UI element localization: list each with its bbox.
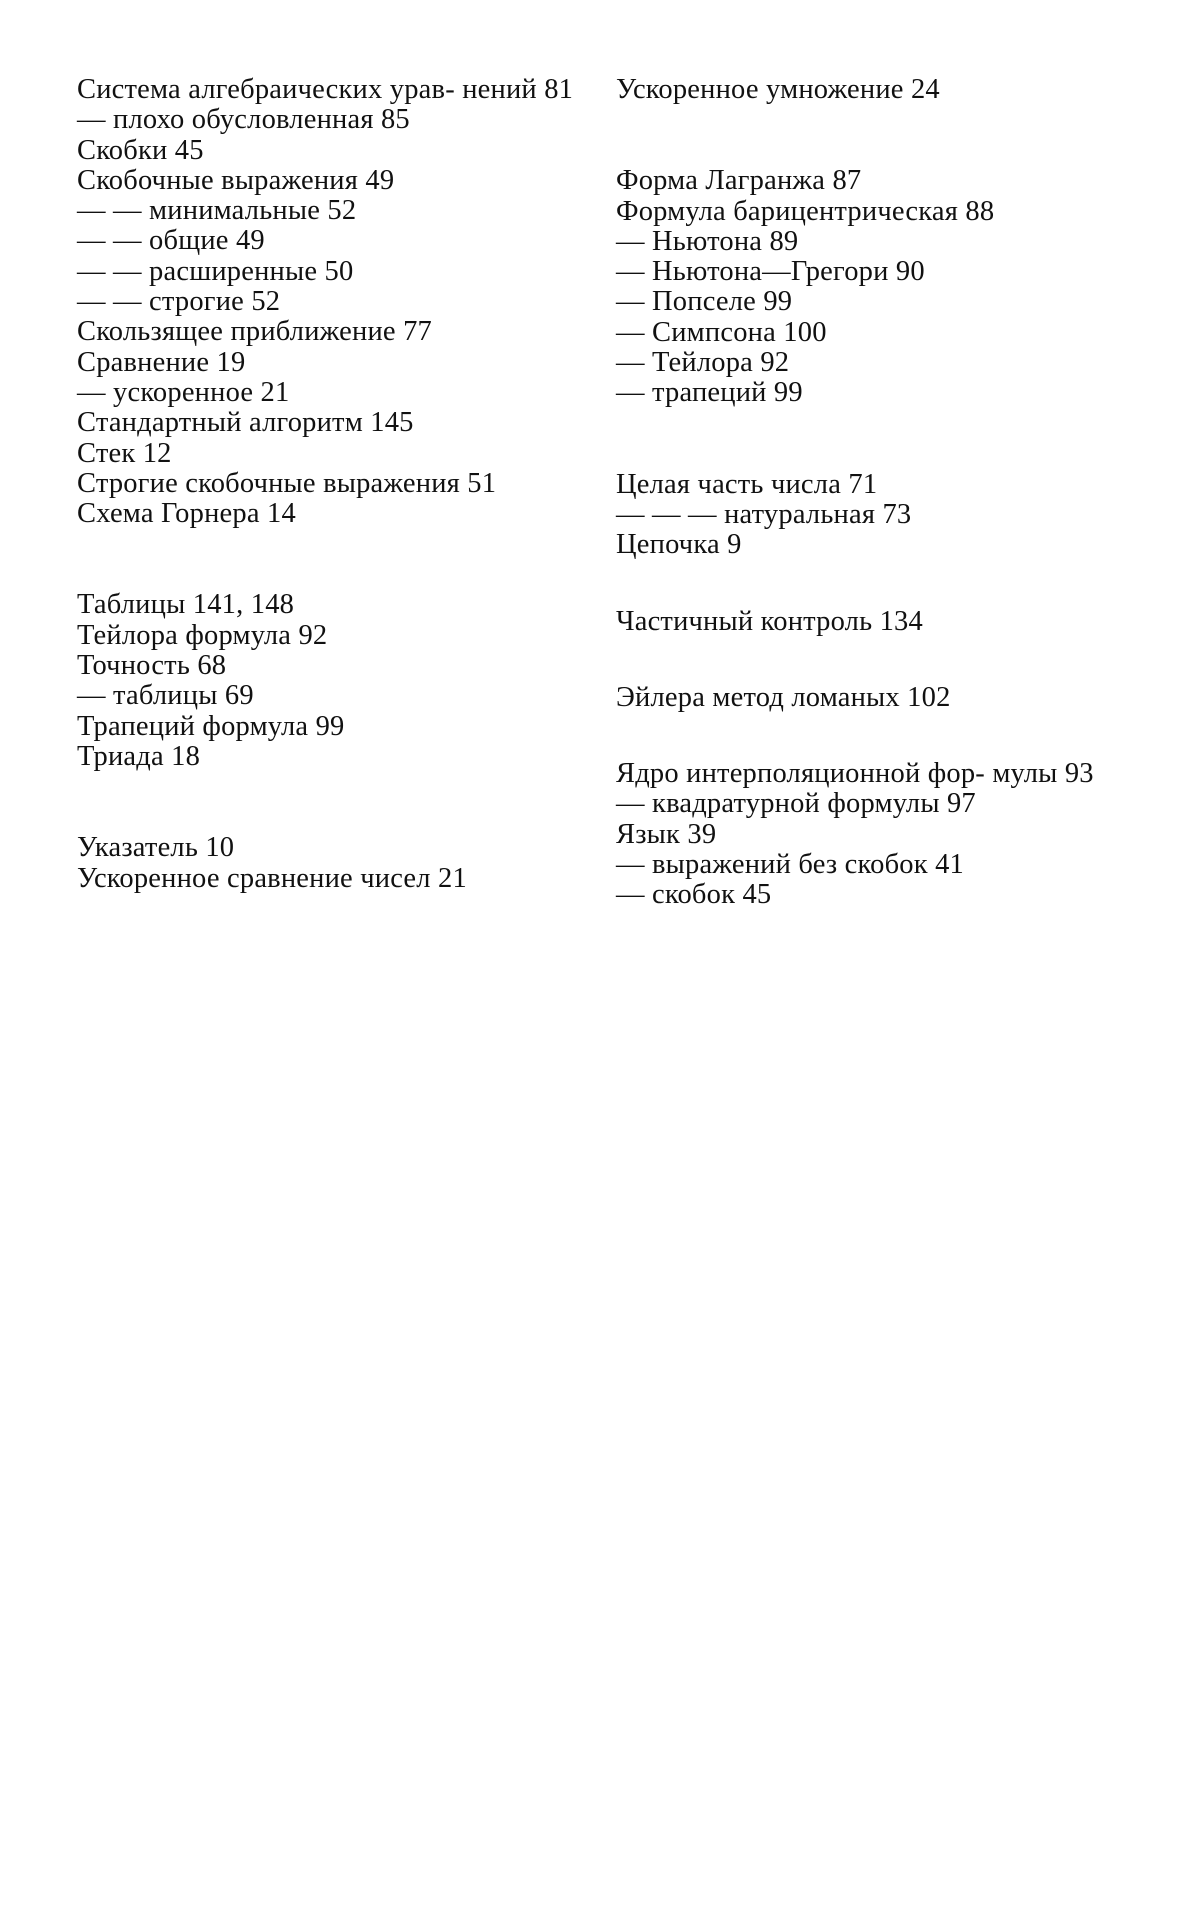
index-entry: — квадратурной формулы 97 xyxy=(616,788,976,820)
index-group-s xyxy=(77,75,577,529)
index-entry: Частичный контроль 134 xyxy=(616,605,923,637)
index-entry: Скобки 45 xyxy=(77,134,204,166)
index-entry: Цепочка 9 xyxy=(616,529,742,561)
index-entry: Трапеций формула 99 xyxy=(77,710,345,742)
index-entry: — Ньютона 89 xyxy=(616,225,799,257)
index-entry: Точность 68 xyxy=(77,650,227,682)
index-group-ch xyxy=(616,607,1116,637)
index-entry: — трапеций 99 xyxy=(616,377,803,409)
index-entry: Сравнение 19 xyxy=(77,346,246,378)
index-group-ts xyxy=(616,470,1116,561)
index-entry: — — — натуральная 73 xyxy=(616,498,912,530)
index-entry: Ускоренное сравнение чисел 21 xyxy=(77,862,467,894)
index-entry: Указатель 10 xyxy=(77,832,235,864)
index-entry: Система алгебраических урав- нений 81 xyxy=(77,74,574,105)
index-group-u-cont xyxy=(616,75,1116,105)
index-entry: Стандартный алгоритм 145 xyxy=(77,407,414,439)
index-entry: — Симпсона 100 xyxy=(616,316,827,348)
index-entry: — плохо обусловленная 85 xyxy=(77,104,410,136)
index-entry: — ускоренное 21 xyxy=(77,376,290,408)
index-group-u xyxy=(77,833,577,894)
index-entry: — Тейлора 92 xyxy=(616,347,790,379)
index-entry: Стек 12 xyxy=(77,437,172,469)
index-group-f xyxy=(616,166,1116,408)
index-entry: — — общие 49 xyxy=(77,225,265,257)
index-entry: Целая часть числа 71 xyxy=(616,468,878,500)
index-entry: Триада 18 xyxy=(77,740,201,772)
index-entry: Ускоренное умножение 24 xyxy=(616,74,940,105)
index-entry: Строгие скобочные выражения 51 xyxy=(77,467,497,499)
index-entry: — таблицы 69 xyxy=(77,680,254,712)
index-column-right xyxy=(616,75,1116,911)
index-entry: Тейлора формула 92 xyxy=(77,619,328,651)
index-group-e xyxy=(616,683,1116,713)
index-entry: — скобок 45 xyxy=(616,879,772,911)
index-entry: Формула барицентрическая 88 xyxy=(616,195,995,227)
index-group-t xyxy=(77,590,577,772)
index-entry: Эйлера метод ломаных 102 xyxy=(616,681,951,713)
index-entry: — — расширенные 50 xyxy=(77,255,354,287)
index-group-ya xyxy=(616,759,1116,910)
index-entry: Ядро интерполяционной фор- мулы 93 xyxy=(616,758,1094,790)
index-entry: — — строгие 52 xyxy=(77,286,281,318)
index-entry: Схема Горнера 14 xyxy=(77,498,296,530)
index-entry: — Ньютона—Грегори 90 xyxy=(616,256,925,288)
index-entry: Скользящее приближение 77 xyxy=(77,316,433,348)
index-entry: Форма Лагранжа 87 xyxy=(616,165,862,197)
index-entry: Таблицы 141, 148 xyxy=(77,589,295,621)
index-entry: — — минимальные 52 xyxy=(77,195,357,227)
index-entry: — выражений без скобок 41 xyxy=(616,849,965,881)
index-entry: Скобочные выражения 49 xyxy=(77,164,395,196)
index-entry: — Попселе 99 xyxy=(616,286,793,318)
index-entry: Язык 39 xyxy=(616,818,717,850)
index-column-left xyxy=(77,75,577,894)
